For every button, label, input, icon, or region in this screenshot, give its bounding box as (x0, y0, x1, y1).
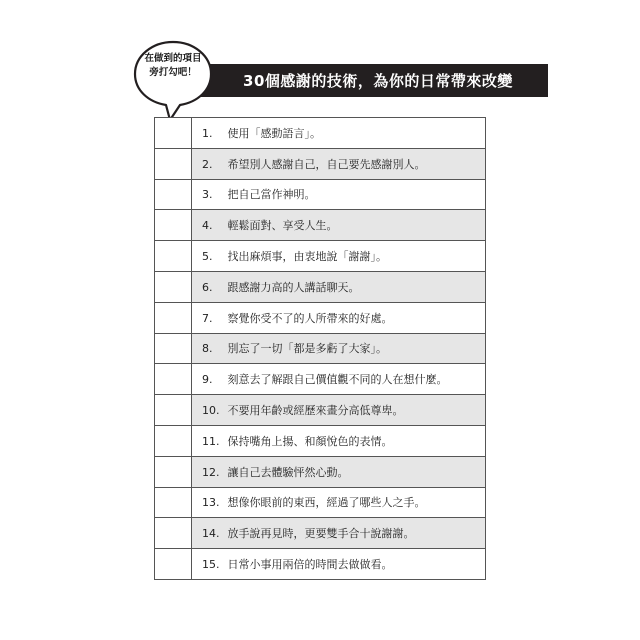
item-cell (192, 333, 486, 364)
checkbox-cell[interactable] (155, 241, 192, 272)
checkbox-cell[interactable] (155, 118, 192, 149)
checkbox-cell[interactable] (155, 302, 192, 333)
checklist-row (155, 395, 486, 426)
item-cell (192, 241, 486, 272)
checkbox-cell[interactable] (155, 179, 192, 210)
item-number: 12. (202, 465, 220, 479)
item-text: 刻意去了解跟自己價值觀不同的人在想什麼。 (227, 373, 448, 387)
checkbox-cell[interactable] (155, 364, 192, 395)
checkbox-cell[interactable] (155, 271, 192, 302)
item-number: 11. (202, 434, 220, 448)
item-text: 跟感謝力高的人講話聊天。 (227, 280, 360, 294)
item-text: 讓自己去體驗怦然心動。 (227, 465, 349, 479)
checkbox-cell[interactable] (155, 333, 192, 364)
item-cell (192, 549, 486, 580)
checklist-body (155, 118, 486, 580)
item-text: 察覺你受不了的人所帶來的好處。 (227, 311, 393, 325)
item-number: 1. (202, 126, 213, 140)
item-text: 使用「感動語言」。 (227, 126, 321, 140)
checklist-row (155, 118, 486, 149)
item-text: 想像你眼前的東西，經過了哪些人之手。 (227, 496, 426, 510)
item-number: 9. (202, 373, 213, 387)
item-number: 10. (202, 404, 220, 418)
checkbox-cell[interactable] (155, 425, 192, 456)
page-title: 30個感謝的技術，為你的日常帶來改變 (243, 72, 513, 90)
item-cell (192, 456, 486, 487)
checklist-row (155, 271, 486, 302)
checklist-row (155, 210, 486, 241)
checkbox-cell[interactable] (155, 487, 192, 518)
item-text: 希望別人感謝自己，自己要先感謝別人。 (227, 157, 426, 171)
checklist-row (155, 549, 486, 580)
item-number: 8. (202, 342, 213, 356)
bubble-line-2: 旁打勾吧！ (149, 67, 197, 78)
item-number: 5. (202, 250, 213, 264)
item-text: 別忘了一切「都是多虧了大家」。 (227, 342, 387, 356)
checkbox-cell[interactable] (155, 210, 192, 241)
checklist-table (154, 117, 486, 580)
item-number: 3. (202, 188, 213, 202)
item-cell (192, 364, 486, 395)
item-cell (192, 395, 486, 426)
item-cell (192, 518, 486, 549)
item-cell (192, 210, 486, 241)
checklist-row (155, 241, 486, 272)
checklist-row (155, 487, 486, 518)
item-text: 找出麻煩事，由衷地說「謝謝」。 (227, 250, 387, 264)
checklist-row (155, 425, 486, 456)
checklist-row (155, 179, 486, 210)
item-number: 6. (202, 280, 213, 294)
checkbox-cell[interactable] (155, 148, 192, 179)
bubble-line-1: 在做到的項目 (144, 53, 202, 64)
item-cell (192, 302, 486, 333)
checklist-row (155, 302, 486, 333)
item-number: 4. (202, 219, 213, 233)
checkbox-cell[interactable] (155, 456, 192, 487)
item-number: 15. (202, 558, 220, 572)
checkbox-cell[interactable] (155, 395, 192, 426)
item-text: 放手說再見時，更要雙手合十說謝謝。 (227, 527, 415, 541)
checklist-row (155, 364, 486, 395)
checkbox-cell[interactable] (155, 549, 192, 580)
item-number: 13. (202, 496, 220, 510)
speech-bubble (132, 40, 214, 122)
item-text: 保持嘴角上揚、和顏悅色的表情。 (227, 434, 393, 448)
item-cell (192, 271, 486, 302)
item-number: 7. (202, 311, 213, 325)
checklist-row (155, 333, 486, 364)
checkbox-cell[interactable] (155, 518, 192, 549)
item-cell (192, 425, 486, 456)
item-cell (192, 148, 486, 179)
checklist-row (155, 148, 486, 179)
item-cell (192, 487, 486, 518)
item-number: 14. (202, 527, 220, 541)
item-number: 2. (202, 157, 213, 171)
checklist-row (155, 456, 486, 487)
bubble-text (136, 52, 210, 80)
item-text: 把自己當作神明。 (227, 188, 316, 202)
item-cell (192, 118, 486, 149)
item-text: 不要用年齡或經歷來畫分高低尊卑。 (227, 404, 404, 418)
item-cell (192, 179, 486, 210)
item-text: 輕鬆面對、享受人生。 (227, 219, 338, 233)
checklist-row (155, 518, 486, 549)
item-text: 日常小事用兩倍的時間去做做看。 (227, 558, 393, 572)
header-bar (178, 64, 548, 97)
